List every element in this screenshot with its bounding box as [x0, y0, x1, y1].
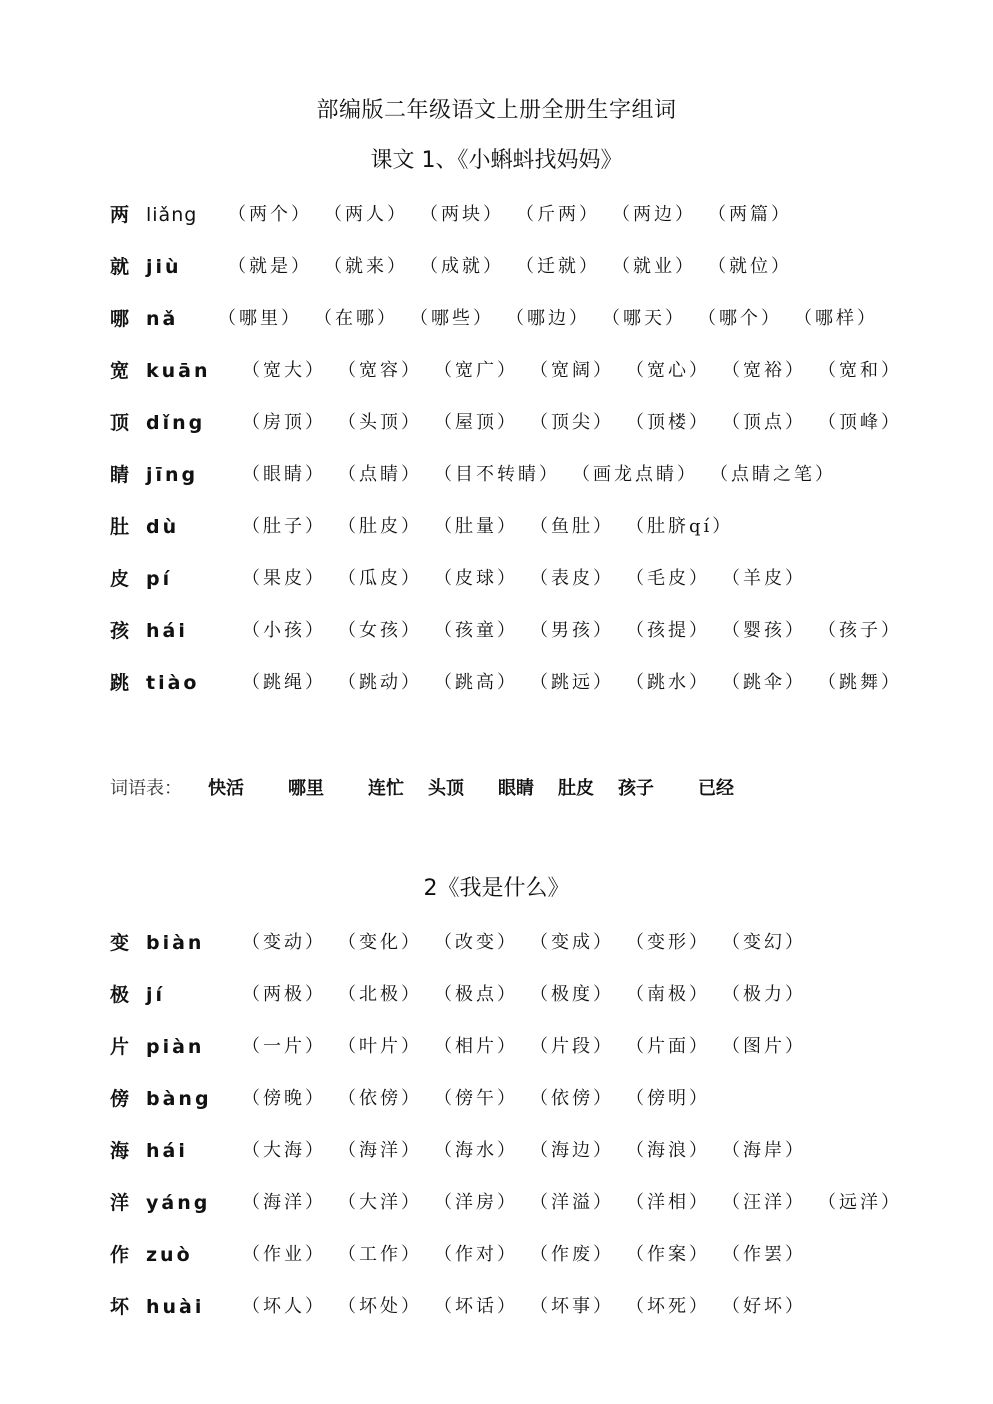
word-group: （洋相）	[626, 1192, 710, 1213]
word-group: （皮球）	[434, 568, 518, 589]
word-group: （片段）	[530, 1036, 614, 1057]
word-group: （依傍）	[530, 1088, 614, 1109]
character: 跳	[110, 672, 130, 694]
word-group: （海岸）	[722, 1140, 806, 1161]
word-group: （瓜皮）	[338, 568, 422, 589]
pinyin: pí	[146, 568, 173, 590]
word-group-list	[242, 1084, 722, 1114]
word-group: （果皮）	[242, 568, 326, 589]
word-group: （眼睛）	[242, 464, 326, 485]
word-group: （婴孩）	[722, 620, 806, 641]
pinyin: kuān	[146, 360, 211, 382]
word-group: （南极）	[626, 984, 710, 1005]
word-group: （图片）	[722, 1036, 806, 1057]
word-group: （鱼肚）	[530, 516, 614, 537]
word-group: （变形）	[626, 932, 710, 953]
character: 傍	[110, 1088, 130, 1110]
vocabulary-word: 肚皮	[558, 778, 594, 799]
pinyin: tiào	[146, 672, 200, 694]
word-group: （傍晚）	[242, 1088, 326, 1109]
word-group-list	[242, 356, 914, 386]
word-group: （就是）	[228, 256, 312, 277]
word-group: （相片）	[434, 1036, 518, 1057]
vocabulary-word: 眼睛	[498, 778, 534, 799]
vocabulary-word: 孩子	[618, 778, 654, 799]
word-group: （海浪）	[626, 1140, 710, 1161]
word-group: （点睛之笔）	[710, 464, 836, 485]
vocabulary-word: 已经	[698, 778, 734, 799]
character: 海	[110, 1140, 130, 1162]
word-group-list	[242, 564, 818, 594]
word-group: （小孩）	[242, 620, 326, 641]
word-group: （变成）	[530, 932, 614, 953]
character: 作	[110, 1244, 130, 1266]
character: 顶	[110, 412, 130, 434]
word-group: （目不转睛）	[434, 464, 560, 485]
word-group: （男孩）	[530, 620, 614, 641]
word-group: （极点）	[434, 984, 518, 1005]
character: 就	[110, 256, 130, 278]
word-group: （顶点）	[722, 412, 806, 433]
word-group: （傍明）	[626, 1088, 710, 1109]
word-group: （海洋）	[242, 1192, 326, 1213]
word-group: （跳绳）	[242, 672, 326, 693]
character: 宽	[110, 360, 130, 382]
word-group: （海洋）	[338, 1140, 422, 1161]
word-group: （汪洋）	[722, 1192, 806, 1213]
word-group: （头顶）	[338, 412, 422, 433]
word-group: （孩提）	[626, 620, 710, 641]
word-group-list	[228, 252, 804, 282]
vocabulary-word: 连忙	[368, 778, 404, 799]
word-group: （画龙点睛）	[572, 464, 698, 485]
word-group: （跳水）	[626, 672, 710, 693]
character: 洋	[110, 1192, 130, 1214]
word-group: （跳动）	[338, 672, 422, 693]
word-group: （变动）	[242, 932, 326, 953]
word-group: （两边）	[612, 204, 696, 225]
word-group: （房顶）	[242, 412, 326, 433]
pinyin: biàn	[146, 932, 205, 954]
pinyin: dǐng	[146, 412, 206, 434]
character: 肚	[110, 516, 130, 538]
word-group: （顶峰）	[818, 412, 902, 433]
character: 片	[110, 1036, 130, 1058]
word-group: （女孩）	[338, 620, 422, 641]
word-group: （作业）	[242, 1244, 326, 1265]
word-group: （点睛）	[338, 464, 422, 485]
word-group: （作废）	[530, 1244, 614, 1265]
vocabulary-word: 哪里	[288, 778, 324, 799]
word-group: （宽裕）	[722, 360, 806, 381]
word-group: （依傍）	[338, 1088, 422, 1109]
word-group: （极度）	[530, 984, 614, 1005]
pinyin: jí	[146, 984, 166, 1006]
word-group: （坏处）	[338, 1296, 422, 1317]
word-group: （斤两）	[516, 204, 600, 225]
vocabulary-word: 快活	[208, 778, 244, 799]
character: 坏	[110, 1296, 130, 1318]
word-group: （极力）	[722, 984, 806, 1005]
vocabulary-word: 头顶	[428, 778, 464, 799]
character: 皮	[110, 568, 130, 590]
word-group: （肚子）	[242, 516, 326, 537]
pinyin: nǎ	[146, 308, 179, 330]
word-group: （大洋）	[338, 1192, 422, 1213]
word-group: （傍午）	[434, 1088, 518, 1109]
word-group-list	[218, 304, 890, 334]
word-group: （两极）	[242, 984, 326, 1005]
word-group: （在哪）	[314, 308, 398, 329]
word-group: （片面）	[626, 1036, 710, 1057]
pinyin: huài	[146, 1296, 205, 1318]
word-group: （叶片）	[338, 1036, 422, 1057]
word-group: （北极）	[338, 984, 422, 1005]
character: 孩	[110, 620, 130, 642]
word-group: （作案）	[626, 1244, 710, 1265]
pinyin: jīng	[146, 464, 199, 486]
word-group: （肚脐qí）	[626, 516, 734, 537]
word-group: （孩童）	[434, 620, 518, 641]
word-group: （两块）	[420, 204, 504, 225]
word-group: （表皮）	[530, 568, 614, 589]
word-group: （变化）	[338, 932, 422, 953]
word-group: （屋顶）	[434, 412, 518, 433]
word-group: （顶楼）	[626, 412, 710, 433]
word-group-list	[242, 616, 914, 646]
word-group: （两个）	[228, 204, 312, 225]
word-group: （坏死）	[626, 1296, 710, 1317]
word-group: （远洋）	[818, 1192, 902, 1213]
word-group-list	[242, 928, 818, 958]
pinyin: liǎng	[146, 204, 198, 226]
word-group: （哪边）	[506, 308, 590, 329]
lesson-2-title: 2《我是什么》	[423, 876, 570, 901]
word-group-list	[242, 1136, 818, 1166]
word-group: （顶尖）	[530, 412, 614, 433]
lesson-1-title: 课文 1、《小蝌蚪找妈妈》	[370, 148, 623, 173]
word-group: （宽心）	[626, 360, 710, 381]
word-group: （哪里）	[218, 308, 302, 329]
word-group-list	[242, 512, 745, 542]
word-group: （宽阔）	[530, 360, 614, 381]
pinyin: dù	[146, 516, 180, 538]
word-group: （孩子）	[818, 620, 902, 641]
word-group-list	[242, 1240, 818, 1270]
word-group-list	[242, 980, 818, 1010]
word-group: （改变）	[434, 932, 518, 953]
word-group-list	[242, 408, 914, 438]
word-group: （坏事）	[530, 1296, 614, 1317]
word-group: （两人）	[324, 204, 408, 225]
word-group-list	[228, 200, 804, 230]
word-group: （哪些）	[410, 308, 494, 329]
word-group: （跳远）	[530, 672, 614, 693]
pinyin: zuò	[146, 1244, 193, 1266]
word-group: （就来）	[324, 256, 408, 277]
character: 变	[110, 932, 130, 954]
word-group: （肚量）	[434, 516, 518, 537]
word-group: （一片）	[242, 1036, 326, 1057]
word-group: （坏人）	[242, 1296, 326, 1317]
word-group: （就业）	[612, 256, 696, 277]
word-group-list	[242, 1292, 818, 1322]
word-group: （羊皮）	[722, 568, 806, 589]
word-group: （海边）	[530, 1140, 614, 1161]
word-group: （哪样）	[794, 308, 878, 329]
word-group: （跳高）	[434, 672, 518, 693]
word-group: （跳舞）	[818, 672, 902, 693]
word-group: （宽大）	[242, 360, 326, 381]
word-group: （宽和）	[818, 360, 902, 381]
word-group-list	[242, 1032, 818, 1062]
word-group-list	[242, 460, 848, 490]
word-group: （跳伞）	[722, 672, 806, 693]
word-group-list	[242, 1188, 914, 1218]
word-group: （海水）	[434, 1140, 518, 1161]
pinyin: yáng	[146, 1192, 211, 1214]
word-group: （肚皮）	[338, 516, 422, 537]
word-group: （哪个）	[698, 308, 782, 329]
word-group: （洋房）	[434, 1192, 518, 1213]
character: 两	[110, 204, 130, 226]
word-group: （宽容）	[338, 360, 422, 381]
character: 哪	[110, 308, 130, 330]
word-group: （成就）	[420, 256, 504, 277]
vocabulary-label: 词语表：	[110, 778, 182, 799]
pinyin: piàn	[146, 1036, 205, 1058]
word-group: （就位）	[708, 256, 792, 277]
pinyin: bàng	[146, 1088, 212, 1110]
word-group: （两篇）	[708, 204, 792, 225]
character: 睛	[110, 464, 130, 486]
word-group: （哪天）	[602, 308, 686, 329]
word-group-list	[242, 668, 914, 698]
word-group: （好坏）	[722, 1296, 806, 1317]
word-group: （坏话）	[434, 1296, 518, 1317]
word-group: （大海）	[242, 1140, 326, 1161]
word-group: （宽广）	[434, 360, 518, 381]
document-title: 部编版二年级语文上册全册生字组词	[316, 98, 677, 123]
word-group: （作罢）	[722, 1244, 806, 1265]
word-group: （洋溢）	[530, 1192, 614, 1213]
word-group: （变幻）	[722, 932, 806, 953]
pinyin: hái	[146, 620, 188, 642]
pinyin: hái	[146, 1140, 188, 1162]
word-group: （工作）	[338, 1244, 422, 1265]
word-group: （迁就）	[516, 256, 600, 277]
word-group: （作对）	[434, 1244, 518, 1265]
pinyin: jiù	[146, 256, 182, 278]
character: 极	[110, 984, 130, 1006]
word-group: （毛皮）	[626, 568, 710, 589]
